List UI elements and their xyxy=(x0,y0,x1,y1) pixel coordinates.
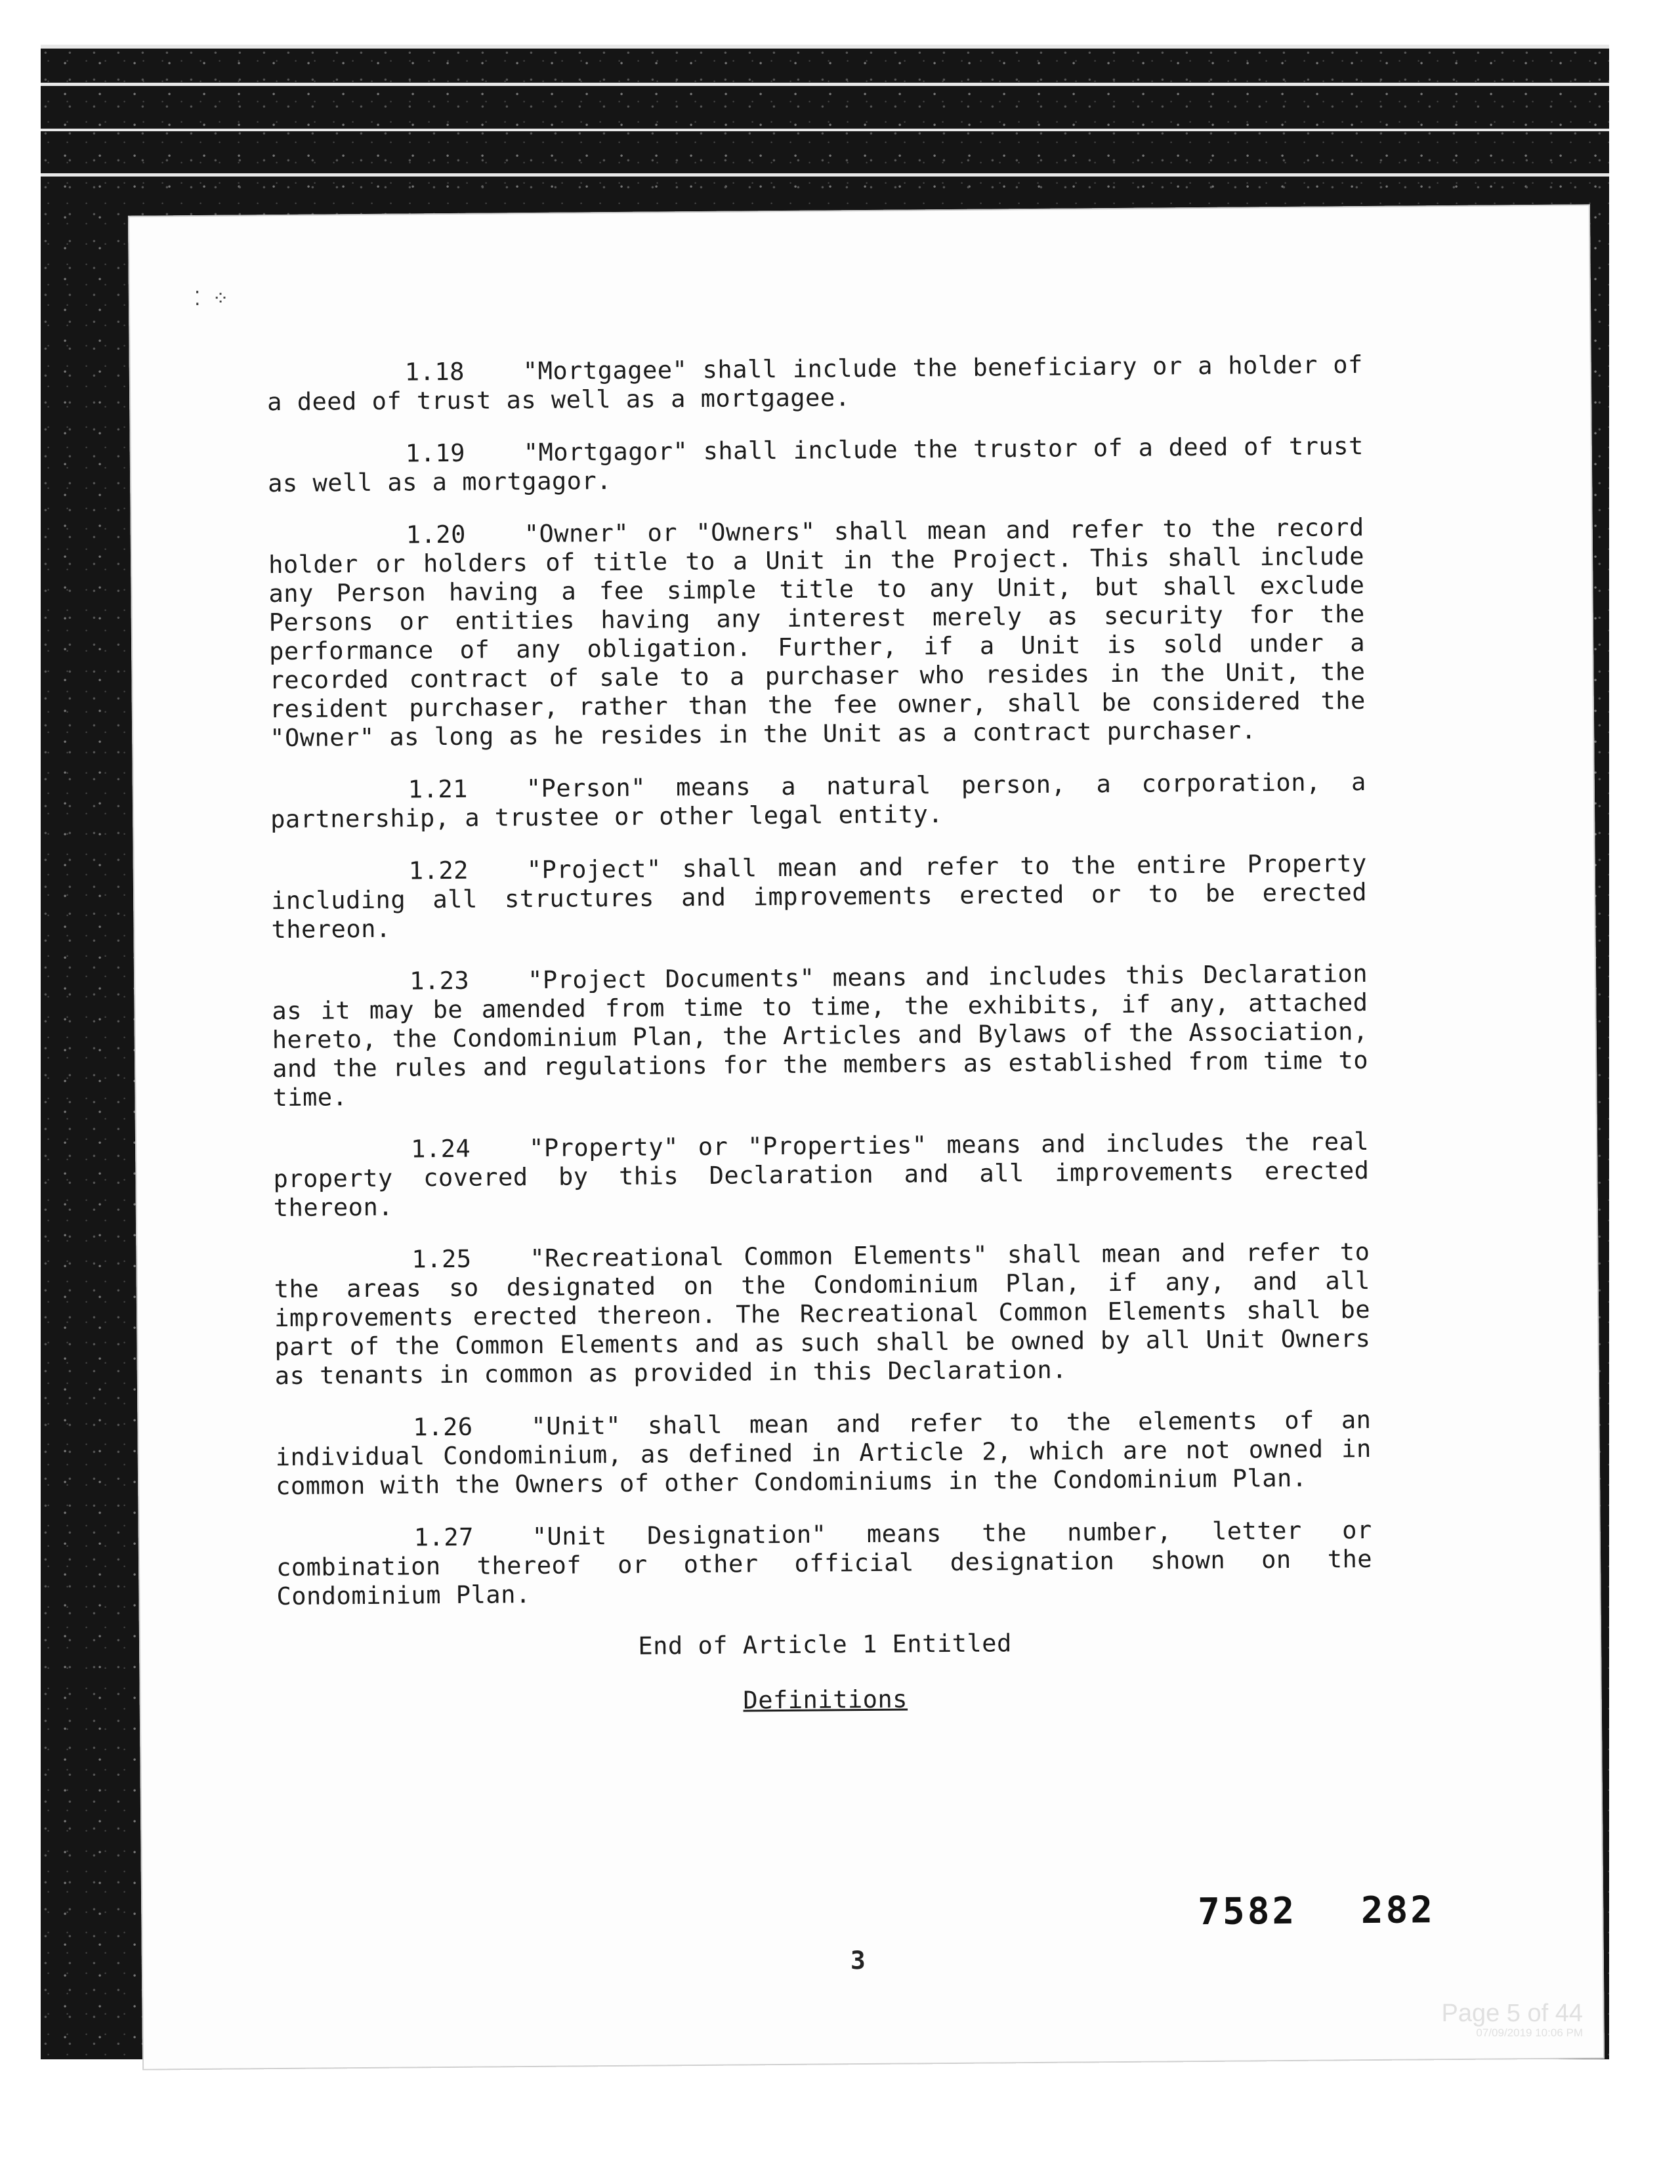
page-stamp-count: Page 5 of 44 xyxy=(1441,2000,1583,2027)
section-number: 1.18 xyxy=(404,357,465,387)
definition-paragraph xyxy=(272,959,1369,1112)
definition-paragraph xyxy=(276,1516,1373,1611)
section-number: 1.20 xyxy=(406,520,467,549)
article-end-heading: Definitions xyxy=(743,1685,908,1715)
definition-text: "Unit" shall mean and refer to the elements of an individual Condominium, as defined in Article 2, which are not owned in common with the Owners of other Condominiums in the Condominium Plan. xyxy=(275,1405,1372,1501)
section-number: 1.27 xyxy=(413,1522,474,1552)
definition-paragraph xyxy=(268,513,1366,753)
section-number: 1.26 xyxy=(413,1412,473,1442)
definition-text: "Mortgagee" shall include the beneficiary or a holder of a deed of trust as well as a mortgagee. xyxy=(267,350,1363,417)
definition-paragraph xyxy=(267,350,1364,417)
definition-paragraph xyxy=(268,432,1364,498)
definition-text: "Project Documents" means and includes this Declaration as it may be amended from time to time, the exhibits, if any, attached hereto, the Condominium Plan, the Articles and Bylaws of the Association, and the rules and regulations for the members as established from time to time. xyxy=(272,959,1369,1112)
definition-text: "Project" shall mean and refer to the entire Property including all structures and improvements erected or to be erected thereon. xyxy=(270,849,1368,944)
page-stamp-date: 07/09/2019 10:06 PM xyxy=(1476,2026,1583,2039)
scan-line xyxy=(41,83,1609,86)
scan-specks: ⁚ ⁘ xyxy=(194,287,229,311)
scan-top-edge xyxy=(41,45,1609,49)
definition-text: "Recreational Common Elements" shall mean and refer to the areas so designated on the Condominium Plan, if any, and all improvements erected thereon. The Recreational Common Elements shall be part of the Common Elements and as such shall be owned by all Unit Owners as tenants in common as provided in this Declaration. xyxy=(274,1237,1371,1391)
definition-text: "Unit Designation" means the number, letter or combination thereof or other official designation shown on the Condominium Plan. xyxy=(276,1515,1373,1611)
document-page xyxy=(128,204,1605,2070)
definition-text: "Person" means a natural person, a corporation, a partnership, a trustee or other legal entity. xyxy=(270,768,1366,834)
page-number: 3 xyxy=(850,1946,866,1975)
document-body xyxy=(267,350,1374,1732)
scan-border xyxy=(41,45,1609,2059)
definition-text: "Property" or "Properties" means and includes the real property covered by this Declaration and all improvements erected thereon. xyxy=(273,1127,1370,1223)
definition-paragraph xyxy=(271,849,1368,944)
section-number: 1.24 xyxy=(410,1134,471,1164)
recording-book-page xyxy=(1198,1889,1435,1933)
section-number: 1.25 xyxy=(411,1244,472,1274)
book-page-number: 282 xyxy=(1360,1889,1436,1933)
section-number: 1.21 xyxy=(408,774,469,804)
definition-paragraph xyxy=(270,768,1367,834)
definition-text: "Mortgagor" shall include the trustor of a deed of trust as well as a mortgagor. xyxy=(267,432,1364,498)
section-number: 1.23 xyxy=(409,966,470,996)
article-end-line: End of Article 1 Entitled xyxy=(638,1629,1012,1660)
scan-line xyxy=(41,129,1609,131)
book-number: 7582 xyxy=(1198,1889,1297,1934)
definition-paragraph xyxy=(273,1127,1370,1223)
section-number: 1.19 xyxy=(405,438,466,468)
definition-text: "Owner" or "Owners" shall mean and refer to the record holder or holders of title to a Unit in the Project. This shall include any Person having a fee simple title to any Unit, but shall exclude Persons or entities having any interest merely as security for the performance of any obligation. Further, if a Unit is sold under a recorded contract of sale to a purchaser who resides in the Unit, the resident purchaser, rather than the fee owner, shall be considered the "Owner" as long as he resides in the Unit as a contract purchaser. xyxy=(268,513,1366,753)
page-stamp xyxy=(1386,2000,1583,2040)
section-number: 1.22 xyxy=(408,856,469,885)
definition-paragraph xyxy=(275,1406,1372,1501)
scan-line xyxy=(41,173,1609,177)
definition-paragraph xyxy=(274,1238,1371,1391)
